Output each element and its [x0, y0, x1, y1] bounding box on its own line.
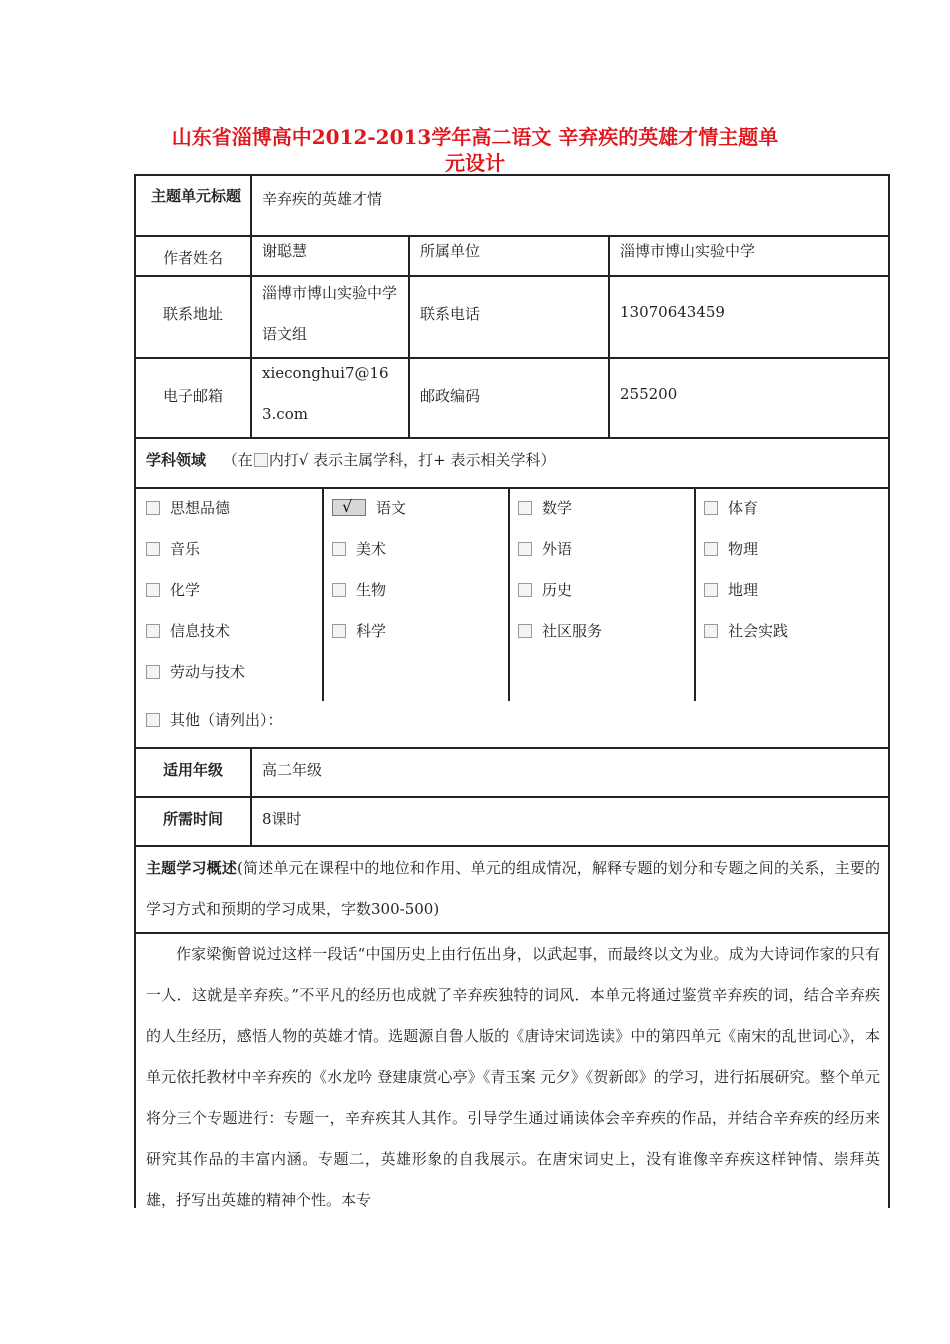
checkbox-icon[interactable]	[518, 501, 532, 515]
checkbox-icon[interactable]	[146, 542, 160, 556]
title-line-2: 元设计	[445, 151, 505, 175]
subject-label: 语文	[376, 499, 407, 517]
subject-chinese[interactable]	[332, 497, 406, 518]
subject-area-hint-suffix: 内打√ 表示主属学科，打+ 表示相关学科）	[268, 451, 556, 469]
subject-labor[interactable]	[146, 661, 245, 682]
subject-music[interactable]	[146, 538, 200, 559]
row-subject-area-header	[134, 439, 890, 489]
subject-ideology[interactable]	[146, 497, 230, 518]
time-value: 8课时	[250, 798, 888, 845]
checkbox-icon[interactable]	[146, 501, 160, 515]
row-author	[134, 237, 890, 277]
subject-col-divider-2	[508, 489, 510, 701]
subject-col-divider-1	[322, 489, 324, 701]
checkbox-icon[interactable]	[704, 624, 718, 638]
subject-label: 数学	[542, 499, 573, 517]
overview-header	[136, 847, 888, 932]
subject-geography[interactable]	[704, 579, 758, 600]
address-value: 淄博市博山实验中学语文组	[250, 269, 408, 357]
row-unit-title	[134, 174, 890, 237]
email-label: 电子邮箱	[162, 387, 223, 405]
subject-area-header	[136, 439, 888, 487]
checkbox-sample-icon	[254, 453, 268, 467]
phone-value: 13070643459	[608, 277, 888, 357]
check-mark-icon: √	[342, 497, 353, 516]
checkbox-icon[interactable]	[146, 713, 160, 727]
checkbox-icon[interactable]	[332, 583, 346, 597]
row-subjects	[134, 489, 890, 749]
checkbox-icon[interactable]	[146, 624, 160, 638]
checkbox-icon[interactable]	[704, 542, 718, 556]
checkbox-icon[interactable]	[518, 583, 532, 597]
subject-label: 信息技术	[170, 622, 231, 640]
overview-label: 主题学习概述	[146, 859, 238, 877]
org-label: 所属单位	[408, 237, 608, 275]
subject-label: 劳动与技术	[170, 663, 246, 681]
subject-social-practice[interactable]	[704, 620, 788, 641]
email-value: xieconghui7@163.com	[250, 353, 408, 437]
subject-physics[interactable]	[704, 538, 758, 559]
row-time	[134, 798, 890, 847]
subject-label: 历史	[542, 581, 573, 599]
subject-label: 外语	[542, 540, 573, 558]
time-label: 所需时间	[162, 810, 223, 828]
phone-label: 联系电话	[408, 277, 608, 357]
subject-math[interactable]	[518, 497, 572, 518]
document-title	[0, 124, 950, 176]
checkbox-icon[interactable]	[704, 501, 718, 515]
checkbox-icon[interactable]	[332, 624, 346, 638]
checkbox-icon[interactable]	[146, 583, 160, 597]
subject-other[interactable]	[146, 709, 283, 730]
checked-checkbox-icon[interactable]	[332, 499, 366, 516]
subject-science[interactable]	[332, 620, 386, 641]
address-label: 联系地址	[162, 305, 223, 323]
row-email	[134, 359, 890, 439]
subject-art[interactable]	[332, 538, 386, 559]
row-overview-body	[134, 934, 890, 1208]
title-line-1: 山东省淄博高中2012-2013学年高二语文 辛弃疾的英雄才情主题单	[171, 125, 779, 149]
subject-label: 科学	[356, 622, 387, 640]
overview-hint: (简述单元在课程中的地位和作用、单元的组成情况，解释专题的划分和专题之间的关系，主要的学习方式和预期的学习成果，字数300-500)	[146, 859, 880, 918]
zip-label: 邮政编码	[408, 359, 608, 437]
subject-pe[interactable]	[704, 497, 758, 518]
subject-community-service[interactable]	[518, 620, 602, 641]
subject-col-divider-3	[694, 489, 696, 701]
subject-label: 思想品德	[170, 499, 231, 517]
row-grade	[134, 749, 890, 798]
subject-label: 音乐	[170, 540, 201, 558]
subject-area-label: 学科领域	[146, 451, 207, 469]
grade-value: 高二年级	[250, 749, 888, 796]
unit-title-value: 辛弃疾的英雄才情	[250, 176, 888, 235]
author-label: 作者姓名	[162, 249, 223, 267]
author-value: 谢聪慧	[250, 237, 408, 275]
subject-other-label: 其他（请列出）：	[170, 711, 283, 729]
subject-label: 生物	[356, 581, 387, 599]
checkbox-icon[interactable]	[518, 542, 532, 556]
org-value: 淄博市博山实验中学	[608, 237, 888, 275]
subject-label: 社会实践	[728, 622, 789, 640]
subject-biology[interactable]	[332, 579, 386, 600]
row-overview-header	[134, 847, 890, 934]
subject-area-hint-prefix: （在	[222, 451, 253, 469]
subject-chemistry[interactable]	[146, 579, 200, 600]
subject-label: 化学	[170, 581, 201, 599]
subject-label: 美术	[356, 540, 387, 558]
row-address	[134, 277, 890, 359]
checkbox-icon[interactable]	[704, 583, 718, 597]
subject-foreign-language[interactable]	[518, 538, 572, 559]
subject-label: 物理	[728, 540, 759, 558]
subject-label: 地理	[728, 581, 759, 599]
subject-it[interactable]	[146, 620, 230, 641]
checkbox-icon[interactable]	[332, 542, 346, 556]
subject-label: 体育	[728, 499, 759, 517]
subject-history[interactable]	[518, 579, 572, 600]
grade-label: 适用年级	[162, 761, 223, 779]
unit-design-table	[134, 174, 890, 1208]
checkbox-icon[interactable]	[518, 624, 532, 638]
overview-body: 作家梁衡曾说过这样一段话“中国历史上由行伍出身，以武起事，而最终以文为业。成为大诗词作家的只有一人．这就是辛弃疾。”不平凡的经历也成就了辛弃疾独特的词风．本单元将通过鉴赏辛弃疾的词，结合辛弃疾的人生经历，感悟人物的英雄才情。选题源自鲁人版的《唐诗宋词选读》中的第四单元《南宋的乱世词心》，本单元依托教材中辛弃疾的《水龙吟 登建康赏心亭》《青玉案 元夕》《贺新郎》的学习，进行拓展研究。整个单元将分三个专题进行：专题一，辛弃疾其人其作。引导学生通过诵读体会辛弃疾的作品，并结合辛弃疾的经历来研究其作品的丰富内涵。专题二，英雄形象的自我展示。在唐宋词史上，没有谁像辛弃疾这样钟情、崇拜英雄，抒写出英雄的精神个性。本专	[146, 945, 880, 1208]
subject-label: 社区服务	[542, 622, 603, 640]
unit-title-label: 主题单元标题	[150, 187, 241, 205]
zip-value: 255200	[608, 359, 888, 437]
checkbox-icon[interactable]	[146, 665, 160, 679]
